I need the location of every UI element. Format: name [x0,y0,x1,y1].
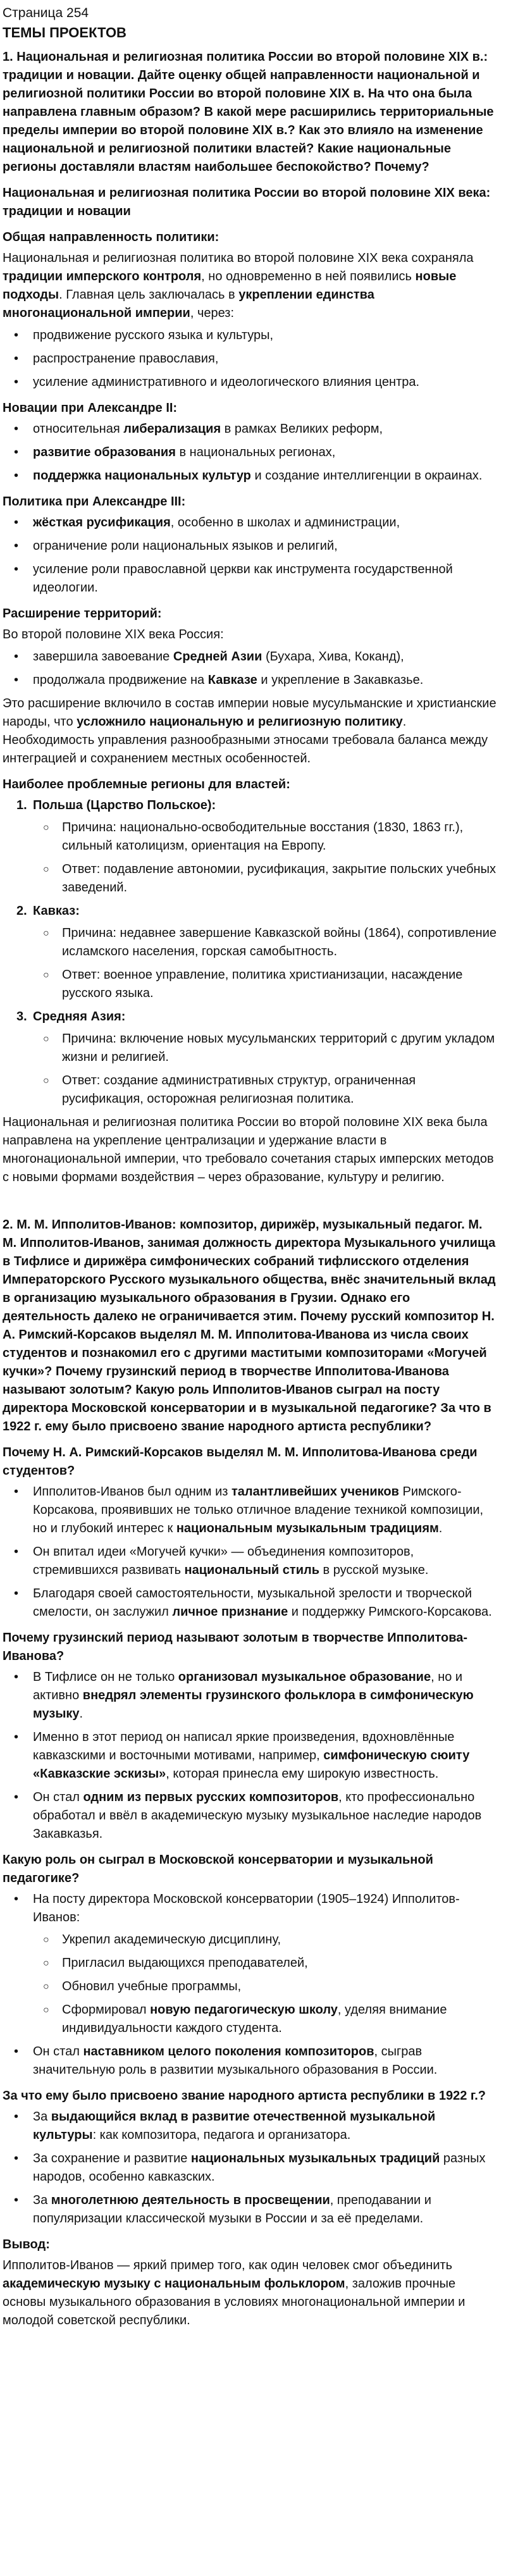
list-item: ○ Причина: национально-освободительные восстания (1830, 1863 гг.), сильный католицизм, ориентация на Европу. [62,819,500,855]
list-item: ○ Ответ: создание административных структур, ограниченная русификация, осторожная религиозная политика. [62,1072,500,1108]
summary-text: Ипполитов-Иванов — яркий пример того, как один человек смог объединить академическую музыку с национальным фольклором, заложив прочные основы музыкального образования в условиях многонациональной империи и молодой советской республики. [3,2258,466,2327]
list-item: • развитие образования в национальных регионах, [33,443,500,462]
list-item: ○ Укрепил академическую дисциплину, [62,1931,500,1949]
alexander-2-heading: Новации при Александре II: [3,401,178,415]
list-item: ○ Пригласил выдающихся преподавателей, [62,1954,500,1972]
list-item: • Именно в этот период он написал яркие произведения, вдохновлённые кавказскими и восточными мотивами, например, симфоническую сюиту «Кавказские эскизы», которая принесла ему широкую известность. [33,1728,500,1783]
list-item: ○ Ответ: подавление автономии, русификация, закрытие польских учебных заведений. [62,860,500,897]
list-item: • распространение православия, [33,350,500,368]
list-item: • ограничение роли национальных языков и религий, [33,537,500,555]
list-item: • За многолетнюю деятельность в просвещении, преподавании и популяризации классической музыки в России и за её пределами. [33,2191,500,2228]
list-item: ○ Причина: недавнее завершение Кавказской войны (1864), сопротивление исламского населения, горская самобытность. [62,924,500,961]
list-item: • усиление роли православной церкви как инструмента государственной идеологии. [33,560,500,597]
expansion-list [3,648,500,690]
summary-heading: Вывод: [3,2238,50,2251]
list-item: • Он впитал идеи «Могучей кучки» — объединения композиторов, стремившихся развивать национальный стиль в русской музыке. [33,1543,500,1580]
expansion-text: Это расширение включило в состав империи новые мусульманские и христианские народы, что усложнило национальную и религиозную политику. Необходимость управления разнообразными этносами требовала баланса между интеграцией и сохранением местных особенностей. [3,697,497,765]
rimsky-korsakov-heading: Почему Н. А. Римский-Корсаков выделял М. М. Ипполитова-Иванова среди студентов? [3,1446,478,1478]
section-1-conclusion: Национальная и религиозная политика России во второй половине XIX века была направлена на укрепление централизации и удержание власти в многонациональной империи, что требовало сочетания старых имперских методов с новыми формами воздействия – через образование, культуру и религию. [3,1115,494,1184]
list-item: • завершила завоевание Средней Азии (Бухара, Хива, Коканд), [33,648,500,666]
general-direction-heading: Общая направленность политики: [3,230,219,244]
answer-1-title: Национальная и религиозная политика России во второй половине XIX века: традиции и новации [3,186,491,218]
list-item: • За сохранение и развитие национальных музыкальных традиций разных народов, особенно кавказских. [33,2150,500,2186]
expansion-heading: Расширение территорий: [3,607,162,621]
alexander-3-heading: Политика при Александре III: [3,495,186,509]
list-item: • На посту директора Московской консерватории (1905–1924) Ипполитов-Иванов: ○ Укрепил академическую дисциплину, ○ Пригласил выдающихся преподавателей, ○ Обновил учебные программы, ○ Сформировал новую педагогическую школу, уделяя внимание индивидуальности каждого студента. [33,1890,500,2038]
general-direction-text: Национальная и религиозная политика во второй половине XIX века сохраняла традиции имперского контроля, но одновременно в ней появились новые подходы. Главная цель заключалась в укреплении единства многонациональной империи, через: [3,251,474,320]
expansion-intro: Во второй половине XIX века Россия: [3,628,224,641]
list-item: ○ Причина: включение новых мусульманских территорий с другим укладом жизни и религией. [62,1030,500,1067]
page-number: Страница 254 [3,6,89,20]
question-1: 1. Национальная и религиозная политика России во второй половине XIX в.: традиции и новации. Дайте оценку общей направленности национальной и религиозной политики России во второй половине XIX в. На что она была направлена главным образом? В какой мере расширились территориальные пределы империи во второй половине XIX в.? Как это влияло на изменение национальной и религиозной политики властей? Какие национальные регионы доставляли властям наибольшее беспокойство? Почему? [3,50,494,174]
georgian-period-list [3,1668,500,1843]
list-item: • Он стал одним из первых русских композиторов, кто профессионально обработал и ввёл в академическую музыку музыкальное наследие народов Закавказья. [33,1788,500,1843]
list-item: • Благодаря своей самостоятельности, музыкальной зрелости и творческой смелости, он заслужил личное признание и поддержку Римского-Корсакова. [33,1585,500,1621]
list-item: • За выдающийся вклад в развитие отечественной музыкальной культуры: как композитора, педагога и организатора. [33,2108,500,2145]
general-direction-list [3,326,500,392]
list-item: ○ Ответ: военное управление, политика христианизации, насаждение русского языка. [62,966,500,1003]
list-item: • Ипполитов-Иванов был одним из талантливейших учеников Римского-Корсакова, проявивших не только отличное владение техникой композиции, но и глубокий интерес к национальным музыкальным традициям. [33,1483,500,1538]
list-item: • Он стал наставником целого поколения композиторов, сыграв значительную роль в развитии музыкального образования в России. [33,2043,500,2079]
peoples-artist-list [3,2108,500,2228]
list-item: • продвижение русского языка и культуры, [33,326,500,345]
list-item: ○ Обновил учебные программы, [62,1978,500,1996]
rimsky-korsakov-list [3,1483,500,1621]
region-item: 1. Польша (Царство Польское): ○ Причина: национально-освободительные восстания (1830, 1863 гг.), сильный католицизм, ориентация на Европу. ○ Ответ: подавление автономии, русификация, закрытие польских учебных заведений. [33,796,500,897]
list-item: ○ Сформировал новую педагогическую школу, уделяя внимание индивидуальности каждого студента. [62,2001,500,2038]
region-item: 2. Кавказ: ○ Причина: недавнее завершение Кавказской войны (1864), сопротивление исламского населения, горская самобытность. ○ Ответ: военное управление, политика христианизации, насаждение русского языка. [33,902,500,1003]
list-item: • В Тифлисе он не только организовал музыкальное образование, но и активно внедрял элементы грузинского фольклора в симфоническую музыку. [33,1668,500,1723]
topic-title: ТЕМЫ ПРОЕКТОВ [3,25,126,40]
regions-list [3,796,500,1108]
georgian-period-heading: Почему грузинский период называют золотым в творчестве Ипполитова-Иванова? [3,1631,468,1663]
alexander-3-list [3,514,500,597]
region-item: 3. Средняя Азия: ○ Причина: включение новых мусульманских территорий с другим укладом жизни и религией. ○ Ответ: создание административных структур, ограниченная русификация, осторожная религиозная политика. [33,1008,500,1108]
list-item: • усиление административного и идеологического влияния центра. [33,373,500,392]
alexander-2-list [3,420,500,485]
list-item: • жёсткая русификация, особенно в школах и администрации, [33,514,500,532]
peoples-artist-heading: За что ему было присвоено звание народного артиста республики в 1922 г.? [3,2089,486,2103]
list-item: • поддержка национальных культур и создание интеллигенции в окраинах. [33,467,500,485]
regions-heading: Наиболее проблемные регионы для властей: [3,777,290,791]
list-item: • продолжала продвижение на Кавказе и укрепление в Закавказье. [33,671,500,690]
moscow-conservatory-list [3,1890,500,2079]
moscow-conservatory-heading: Какую роль он сыграл в Московской консерватории и музыкальной педагогике? [3,1853,433,1885]
question-2: 2. М. М. Ипполитов-Иванов: композитор, дирижёр, музыкальный педагог. М. М. Ипполитов-Иванов, занимая должность директора Музыкального училища в Тифлисе и дирижёра симфонических собраний тифлисского отделения Императорского Русского музыкального общества, внёс значительный вклад в организацию музыкального образования в Грузии. Однако его деятельность далеко не ограничивается этим. Почему русский композитор Н. А. Римский-Корсаков выделял М. М. Ипполитова-Иванова из числа своих студентов и познакомил его с другими маститыми композиторами «Могучей кучки»? Почему грузинский период в творчестве Ипполитова-Иванова называют золотым? Какую роль Ипполитов-Иванов сыграл на посту директора Московской консерватории и в музыкальной педагогике? За что в 1922 г. ему было присвоено звание народного артиста республики? [3,1218,496,1434]
list-item: • относительная либерализация в рамках Великих реформ, [33,420,500,438]
